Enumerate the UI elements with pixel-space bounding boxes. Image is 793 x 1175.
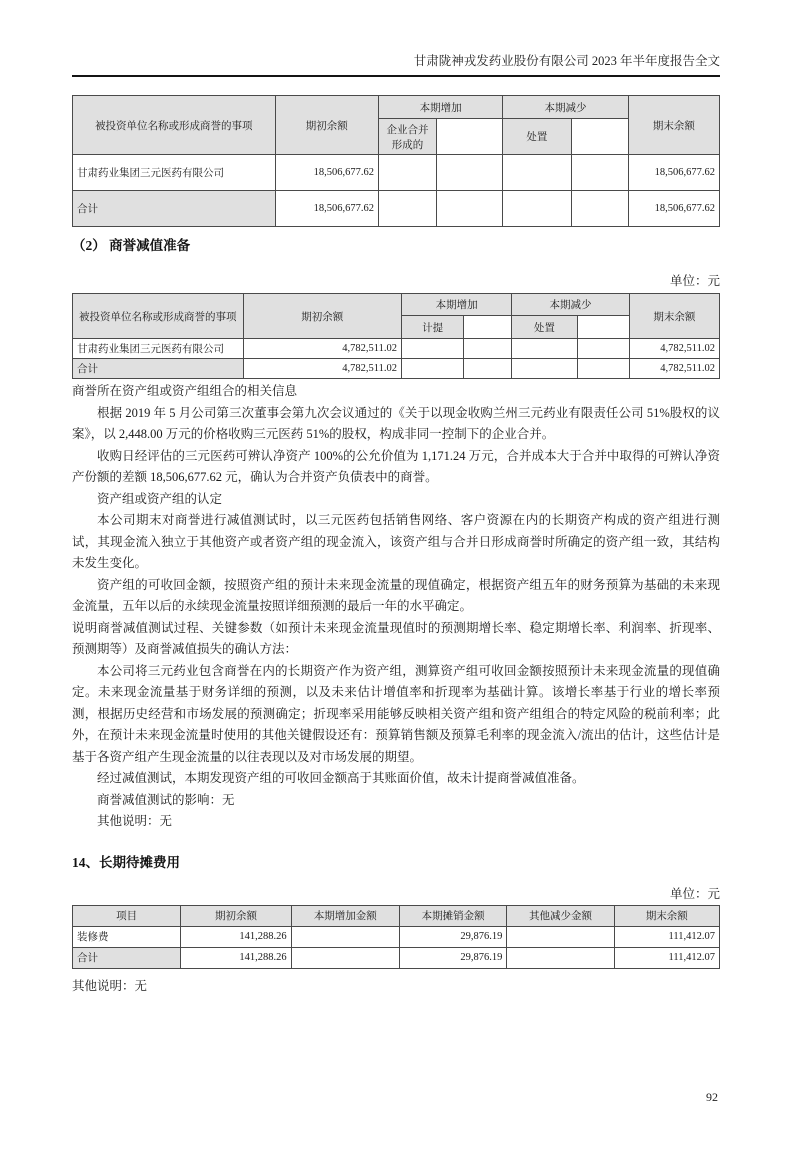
col-header-closing-balance: 期末余额 [614, 905, 719, 926]
col-header-opening-balance: 期初余额 [275, 96, 378, 155]
cell-total-label: 合计 [73, 191, 276, 227]
cell-investee-name: 甘肃药业集团三元医药有限公司 [73, 155, 276, 191]
col-header-project: 项目 [73, 905, 181, 926]
subcol-disposal: 处置 [503, 119, 571, 155]
cell-increase-other [437, 191, 503, 227]
col-group-current-increase: 本期增加 [378, 96, 502, 119]
cell-amortization: 29,876.19 [399, 947, 506, 968]
subcol-increase-other [464, 316, 512, 339]
subcol-increase-other [437, 119, 503, 155]
cell-increase-merge [378, 155, 436, 191]
col-header-increase-amount: 本期增加金额 [291, 905, 399, 926]
goodwill-notes-text [72, 381, 720, 833]
cell-closing-balance: 4,782,511.02 [629, 339, 719, 359]
col-header-closing-balance: 期末余额 [628, 96, 719, 155]
cell-disposal [512, 359, 577, 379]
goodwill-impairment-table [72, 293, 720, 379]
subcol-disposal: 处置 [512, 316, 577, 339]
cell-increase [291, 926, 399, 947]
cell-decrease-other [571, 155, 628, 191]
cell-investee-name: 甘肃药业集团三元医药有限公司 [73, 339, 244, 359]
paragraph: 商誉减值测试的影响：无 [97, 792, 235, 807]
header-divider-rule [72, 75, 720, 77]
paragraph: 资产组或资产组的认定 [97, 491, 223, 506]
other-notes: 其他说明：无 [72, 978, 148, 993]
paragraph: 收购日经评估的三元医药可辨认净资产 100%的公允价值为 1,171.24 万元，合并成本大于合并中取得的可辨认净资产份额的差额 18,506,677.62 元，确认为合并资产负债表中的商誉。 [72, 448, 720, 484]
cell-project-name: 装修费 [73, 926, 181, 947]
table-row-sanyuan [73, 155, 720, 191]
table-header-row [73, 294, 720, 316]
cell-accrual [402, 339, 464, 359]
cell-opening-balance: 141,288.26 [181, 947, 291, 968]
page-number: 92 [706, 1090, 718, 1104]
paragraph: 根据 2019 年 5 月公司第三次董事会第九次会议通过的《关于以现金收购兰州三元药业有限责任公司 51%股权的议案》，以 2,448.00 万元的价格收购三元医药 51%的股权，构成非同一控制下的企业合并。 [72, 405, 720, 441]
col-header-other-decrease: 其他减少金额 [507, 905, 614, 926]
cell-decrease-other [577, 359, 629, 379]
col-header-investee: 被投资单位名称或形成商誉的事项 [73, 96, 276, 155]
subcol-decrease-other [577, 316, 629, 339]
paragraph: 本公司将三元药业包含商誉在内的长期资产作为资产组，测算资产组可收回金额按照预计未来现金流量的现值确定。未来现金流量基于财务详细的预测，以及未来估计增值率和折现率为基础计算。该增长率基于行业的增长率预测，根据历史经营和市场发展的预测确定；折现率采用能够反映相关资产组和资产组组合的特定风险的税前利率；此外，在预计未来现金流量时使用的其他关键假设还有：预算销售额及预算毛利率的现金流入/流出的估计，这些估计是基于各资产组产生现金流量的以往表现以及对市场发展的期望。 [72, 663, 720, 764]
cell-other-decrease [507, 926, 614, 947]
cell-opening-balance: 4,782,511.02 [243, 339, 401, 359]
col-header-closing-balance: 期末余额 [629, 294, 719, 339]
cell-disposal [503, 155, 571, 191]
cell-total-label: 合计 [73, 359, 244, 379]
table-row-total [73, 191, 720, 227]
cell-amortization: 29,876.19 [399, 926, 506, 947]
cell-increase-other [464, 339, 512, 359]
col-header-investee: 被投资单位名称或形成商誉的事项 [73, 294, 244, 339]
table-header-row [73, 96, 720, 119]
cell-accrual [402, 359, 464, 379]
paragraph: 商誉所在资产组或资产组组合的相关信息 [72, 384, 298, 398]
col-header-opening-balance: 期初余额 [181, 905, 291, 926]
subcol-accrual: 计提 [402, 316, 464, 339]
col-group-current-decrease: 本期减少 [512, 294, 629, 316]
subcol-decrease-other [571, 119, 628, 155]
subcol-business-combination: 企业合并形成的 [378, 119, 436, 155]
cell-increase [291, 947, 399, 968]
cell-closing-balance: 111,412.07 [614, 947, 719, 968]
cell-closing-balance: 111,412.07 [614, 926, 719, 947]
cell-disposal [503, 191, 571, 227]
deferred-expenses-table [72, 905, 720, 969]
unit-label: 单位：元 [669, 274, 720, 288]
paragraph: 说明商誉减值测试过程、关键参数（如预计未来现金流量现值时的预测期增长率、稳定期增长率、利润率、折现率、预测期等）及商誉减值损失的确认方法： [72, 620, 720, 656]
paragraph: 其他说明：无 [97, 814, 173, 828]
cell-closing-balance: 18,506,677.62 [628, 155, 719, 191]
cell-increase-other [437, 155, 503, 191]
report-page [0, 53, 793, 1175]
cell-disposal [512, 339, 577, 359]
section-heading-deferred-expenses: 14、长期待摊费用 [72, 854, 180, 870]
unit-label: 单位：元 [669, 886, 720, 901]
cell-closing-balance: 4,782,511.02 [629, 359, 719, 379]
cell-closing-balance: 18,506,677.62 [628, 191, 719, 227]
cell-opening-balance: 18,506,677.62 [275, 155, 378, 191]
cell-opening-balance: 4,782,511.02 [243, 359, 401, 379]
cell-opening-balance: 18,506,677.62 [275, 191, 378, 227]
goodwill-cost-table [72, 95, 720, 227]
cell-total-label: 合计 [73, 947, 181, 968]
cell-decrease-other [571, 191, 628, 227]
table-header-row [73, 905, 720, 926]
page-content [0, 53, 793, 995]
cell-increase-merge [378, 191, 436, 227]
paragraph: 资产组的可收回金额，按照资产组的预计未来现金流量的现值确定，根据资产组五年的财务预算为基础的未来现金流量，五年以后的永续现金流量按照详细预测的最后一年的水平确定。 [72, 577, 720, 613]
paragraph: 经过减值测试，本期发现资产组的可收回金额高于其账面价值，故未计提商誉减值准备。 [97, 771, 585, 785]
cell-other-decrease [507, 947, 614, 968]
section-heading-goodwill-impairment: （2） 商誉减值准备 [72, 238, 191, 253]
table-row-sanyuan [73, 339, 720, 359]
cell-increase-other [464, 359, 512, 379]
col-group-current-decrease: 本期减少 [503, 96, 628, 119]
col-group-current-increase: 本期增加 [402, 294, 512, 316]
paragraph: 本公司期末对商誉进行减值测试时，以三元医药包括销售网络、客户资源在内的长期资产构成的资产组进行测试，其现金流入独立于其他资产或者资产组的现金流入，该资产组与合并日形成商誉时所确定的资产组一致，其结构未发生变化。 [72, 513, 720, 570]
cell-opening-balance: 141,288.26 [181, 926, 291, 947]
cell-decrease-other [577, 339, 629, 359]
col-header-amortization-amount: 本期摊销金额 [399, 905, 506, 926]
running-header: 甘肃陇神戎发药业股份有限公司 2023 年半年度报告全文 [413, 54, 720, 68]
table-row-renovation [73, 926, 720, 947]
table-row-total [73, 359, 720, 379]
table-row-total [73, 947, 720, 968]
col-header-opening-balance: 期初余额 [243, 294, 401, 339]
